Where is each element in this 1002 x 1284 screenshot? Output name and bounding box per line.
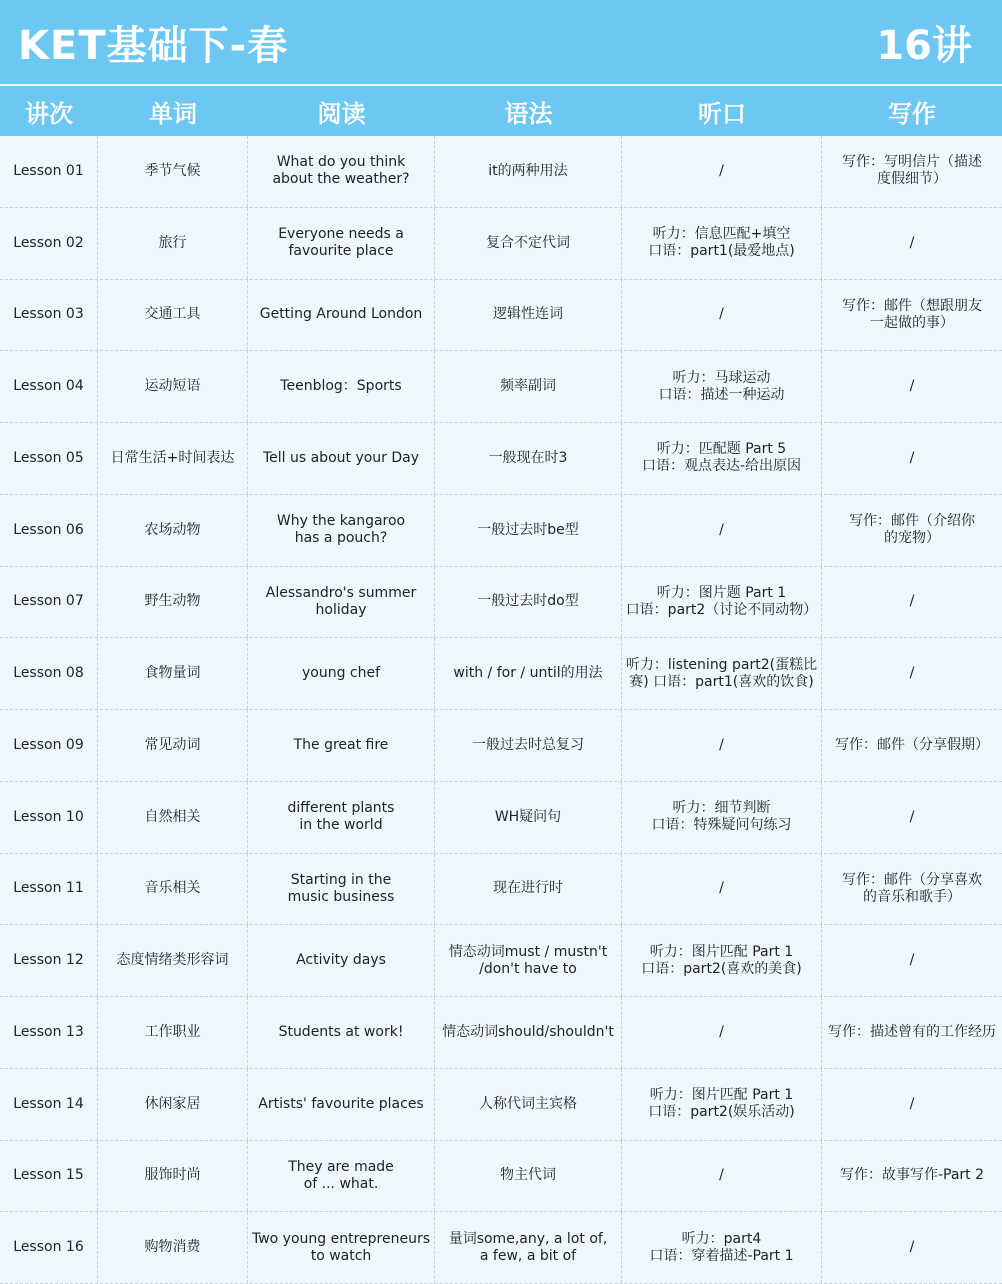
vocabulary-cell: 态度情绪类形容词: [98, 925, 248, 996]
course-title: KET基础下-春: [18, 23, 289, 69]
table-row: [0, 495, 1002, 567]
vocabulary-cell: 食物量词: [98, 638, 248, 709]
vocabulary-cell: 交通工具: [98, 280, 248, 351]
grammar-cell: 量词some,any, a lot of, a few, a bit of: [435, 1212, 622, 1283]
vocabulary-cell: 休闲家居: [98, 1069, 248, 1140]
lesson-cell: Lesson 13: [0, 997, 98, 1068]
listening-speaking-cell: 听力：图片匹配 Part 1 口语：part2(娱乐活动): [622, 1069, 822, 1140]
reading-cell: The great fire: [248, 710, 435, 781]
table-row: [0, 280, 1002, 352]
table-row: [0, 1069, 1002, 1141]
vocabulary-cell: 旅行: [98, 208, 248, 279]
grammar-cell: 情态动词must / mustn't /don't have to: [435, 925, 622, 996]
reading-cell: young chef: [248, 638, 435, 709]
header-vocabulary: 单词: [149, 99, 197, 128]
writing-cell: /: [909, 593, 915, 610]
writing-cell: /: [909, 1239, 915, 1256]
writing-cell: 写作：描述曾有的工作经历: [828, 1023, 996, 1040]
grammar-cell: with / for / until的用法: [435, 638, 622, 709]
writing-cell: 写作：邮件（想跟朋友 一起做的事）: [842, 297, 982, 331]
vocabulary-cell: 野生动物: [98, 567, 248, 638]
grammar-cell: 一般过去时do型: [435, 567, 622, 638]
writing-cell: /: [909, 449, 915, 466]
listening-speaking-cell: 听力：匹配题 Part 5 口语：观点表达-给出原因: [622, 423, 822, 494]
reading-cell: Artists' favourite places: [248, 1069, 435, 1140]
writing-cell: /: [909, 234, 915, 251]
lesson-cell: Lesson 11: [0, 854, 98, 925]
table-row: [0, 1141, 1002, 1213]
reading-cell: Alessandro's summer holiday: [248, 567, 435, 638]
vocabulary-cell: 季节气候: [98, 136, 248, 207]
vocabulary-cell: 日常生活+时间表达: [98, 423, 248, 494]
header-lesson: 讲次: [25, 99, 73, 128]
lesson-cell: Lesson 14: [0, 1069, 98, 1140]
writing-cell: 写作：邮件（介绍你 的宠物）: [849, 513, 975, 547]
reading-cell: Why the kangaroo has a pouch?: [248, 495, 435, 566]
table-row: [0, 638, 1002, 710]
listening-speaking-cell: /: [622, 854, 822, 925]
reading-cell: Students at work!: [248, 997, 435, 1068]
lesson-cell: Lesson 08: [0, 638, 98, 709]
reading-cell: Teenblog：Sports: [248, 351, 435, 422]
lesson-table-body: [0, 136, 1002, 1284]
vocabulary-cell: 常见动词: [98, 710, 248, 781]
listening-speaking-cell: /: [622, 280, 822, 351]
lesson-cell: Lesson 07: [0, 567, 98, 638]
listening-speaking-cell: 听力：图片匹配 Part 1 口语：part2(喜欢的美食): [622, 925, 822, 996]
lesson-cell: Lesson 15: [0, 1141, 98, 1212]
writing-cell: /: [909, 1095, 915, 1112]
reading-cell: Two young entrepreneurs to watch: [248, 1212, 435, 1283]
vocabulary-cell: 自然相关: [98, 782, 248, 853]
reading-cell: Everyone needs a favourite place: [248, 208, 435, 279]
grammar-cell: WH疑问句: [435, 782, 622, 853]
listening-speaking-cell: 听力：细节判断 口语：特殊疑问句练习: [622, 782, 822, 853]
listening-speaking-cell: 听力：信息匹配+填空 口语：part1(最爱地点): [622, 208, 822, 279]
lesson-cell: Lesson 04: [0, 351, 98, 422]
grammar-cell: 一般现在时3: [435, 423, 622, 494]
header-reading: 阅读: [317, 99, 366, 128]
table-row: [0, 854, 1002, 926]
table-header: [0, 86, 1002, 136]
grammar-cell: 频率副词: [435, 351, 622, 422]
writing-cell: 写作：邮件（分享喜欢 的音乐和歌手）: [842, 871, 982, 905]
writing-cell: /: [909, 665, 915, 682]
table-row: [0, 782, 1002, 854]
vocabulary-cell: 运动短语: [98, 351, 248, 422]
reading-cell: Activity days: [248, 925, 435, 996]
table-row: [0, 710, 1002, 782]
header-writing: 写作: [888, 99, 936, 128]
lesson-cell: Lesson 06: [0, 495, 98, 566]
grammar-cell: 情态动词should/shouldn't: [435, 997, 622, 1068]
reading-cell: They are made of ... what.: [248, 1141, 435, 1212]
listening-speaking-cell: 听力：part4 口语：穿着描述-Part 1: [622, 1212, 822, 1283]
lesson-cell: Lesson 05: [0, 423, 98, 494]
table-row: [0, 136, 1002, 208]
vocabulary-cell: 音乐相关: [98, 854, 248, 925]
vocabulary-cell: 购物消费: [98, 1212, 248, 1283]
writing-cell: 写作：故事写作-Part 2: [839, 1167, 985, 1184]
table-row: [0, 208, 1002, 280]
title-banner: [0, 0, 1002, 84]
table-row: [0, 997, 1002, 1069]
grammar-cell: 现在进行时: [435, 854, 622, 925]
writing-cell: /: [909, 808, 915, 825]
listening-speaking-cell: /: [622, 495, 822, 566]
listening-speaking-cell: /: [622, 710, 822, 781]
listening-speaking-cell: 听力：listening part2(蛋糕比 赛) 口语：part1(喜欢的饮食): [622, 638, 822, 709]
vocabulary-cell: 工作职业: [98, 997, 248, 1068]
writing-cell: 写作：写明信片（描述 度假细节）: [842, 154, 982, 188]
grammar-cell: 一般过去时be型: [435, 495, 622, 566]
table-row: [0, 567, 1002, 639]
reading-cell: Getting Around London: [248, 280, 435, 351]
lesson-cell: Lesson 09: [0, 710, 98, 781]
listening-speaking-cell: 听力：图片题 Part 1 口语：part2（讨论不同动物）: [622, 567, 822, 638]
vocabulary-cell: 服饰时尚: [98, 1141, 248, 1212]
lesson-cell: Lesson 10: [0, 782, 98, 853]
grammar-cell: 复合不定代词: [435, 208, 622, 279]
grammar-cell: 逻辑性连词: [435, 280, 622, 351]
table-row: [0, 423, 1002, 495]
header-listening-speaking: 听口: [698, 99, 746, 128]
listening-speaking-cell: 听力：马球运动 口语：描述一种运动: [622, 351, 822, 422]
reading-cell: Starting in the music business: [248, 854, 435, 925]
writing-cell: /: [909, 952, 915, 969]
table-row: [0, 925, 1002, 997]
table-row: [0, 351, 1002, 423]
listening-speaking-cell: /: [622, 136, 822, 207]
writing-cell: /: [909, 378, 915, 395]
lesson-cell: Lesson 12: [0, 925, 98, 996]
grammar-cell: it的两种用法: [435, 136, 622, 207]
vocabulary-cell: 农场动物: [98, 495, 248, 566]
grammar-cell: 物主代词: [435, 1141, 622, 1212]
grammar-cell: 人称代词主宾格: [435, 1069, 622, 1140]
lesson-cell: Lesson 03: [0, 280, 98, 351]
reading-cell: different plants in the world: [248, 782, 435, 853]
reading-cell: What do you think about the weather?: [248, 136, 435, 207]
listening-speaking-cell: /: [622, 1141, 822, 1212]
grammar-cell: 一般过去时总复习: [435, 710, 622, 781]
lesson-cell: Lesson 16: [0, 1212, 98, 1283]
lesson-cell: Lesson 01: [0, 136, 98, 207]
header-grammar: 语法: [504, 99, 553, 128]
table-row: [0, 1212, 1002, 1284]
reading-cell: Tell us about your Day: [248, 423, 435, 494]
listening-speaking-cell: /: [622, 997, 822, 1068]
lesson-count: 16讲: [876, 23, 972, 69]
writing-cell: 写作：邮件（分享假期）: [835, 736, 989, 753]
lesson-cell: Lesson 02: [0, 208, 98, 279]
